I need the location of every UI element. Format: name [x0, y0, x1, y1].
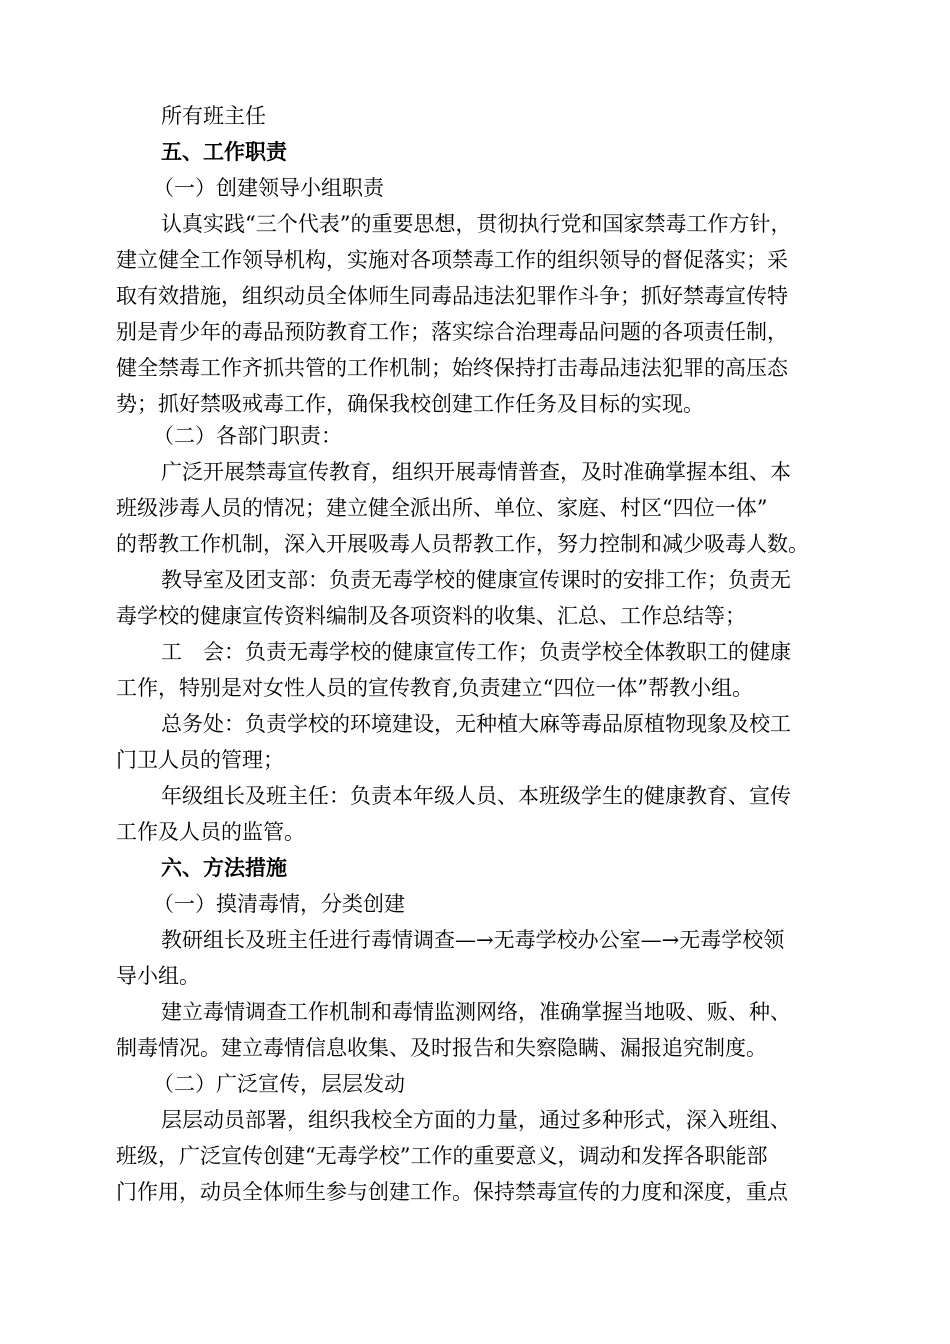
text-line: 建立健全工作领导机构，实施对各项禁毒工作的组织领导的督促落实；采: [116, 248, 788, 272]
text-line: 教研组长及班主任进行毒情调查—→无毒学校办公室—→无毒学校领: [161, 928, 785, 952]
subsection-heading: （二）广泛宣传，层层发动: [153, 1072, 405, 1096]
text-line: 所有班主任: [161, 104, 266, 128]
text-line: 广泛开展禁毒宣传教育，组织开展毒情普查，及时准确掌握本组、本: [161, 460, 791, 484]
text-line: 取有效措施，组织动员全体师生同毒品违法犯罪作斗争；抓好禁毒宣传特: [116, 284, 788, 308]
text-line: 的帮教工作机制，深入开展吸毒人员帮教工作，努力控制和减少吸毒人数。: [116, 532, 809, 556]
text-line: 工 会：负责无毒学校的健康宣传工作；负责学校全体教职工的健康: [161, 640, 791, 664]
section-heading: 六、方法措施: [161, 856, 287, 880]
section-heading: 五、工作职责: [161, 140, 287, 164]
text-line: 门卫人员的管理；: [116, 748, 284, 772]
text-line: 年级组长及班主任：负责本年级人员、本班级学生的健康教育、宣传: [161, 784, 791, 808]
text-line: 总务处：负责学校的环境建设，无种植大麻等毒品原植物现象及校工: [161, 712, 791, 736]
subsection-heading: （二）各部门职责：: [153, 424, 342, 448]
text-line: 健全禁毒工作齐抓共管的工作机制；始终保持打击毒品违法犯罪的高压态: [116, 356, 788, 380]
text-line: 别是青少年的毒品预防教育工作；落实综合治理毒品问题的各项责任制，: [116, 320, 788, 344]
text-line: 势；抓好禁吸戒毒工作，确保我校创建工作任务及目标的实现。: [116, 392, 704, 416]
text-line: 制毒情况。建立毒情信息收集、及时报告和失察隐瞒、漏报追究制度。: [116, 1036, 767, 1060]
text-line: 导小组。: [116, 964, 200, 988]
subsection-heading: （一）摸清毒情，分类创建: [153, 892, 405, 916]
text-line: 认真实践“三个代表”的重要思想，贯彻执行党和国家禁毒工作方针，: [161, 212, 792, 236]
text-line: 门作用，动员全体师生参与创建工作。保持禁毒宣传的力度和深度，重点: [116, 1180, 788, 1204]
text-line: 层层动员部署，组织我校全方面的力量，通过多种形式，深入班组、: [161, 1108, 791, 1132]
text-line: 班级，广泛宣传创建“无毒学校”工作的重要意义，调动和发挥各职能部: [116, 1144, 768, 1168]
text-line: 工作及人员的监管。: [116, 820, 305, 844]
text-line: 班级涉毒人员的情况；建立健全派出所、单位、家庭、村区“四位一体”: [116, 496, 768, 520]
subsection-heading: （一）创建领导小组职责: [153, 176, 384, 200]
text-line: 建立毒情调查工作机制和毒情监测网络，准确掌握当地吸、贩、种、: [161, 1000, 791, 1024]
text-line: 毒学校的健康宣传资料编制及各项资料的收集、汇总、工作总结等；: [116, 604, 746, 628]
text-line: 工作，特别是对女性人员的宣传教育,负责建立“四位一体”帮教小组。: [116, 676, 754, 700]
text-line: 教导室及团支部：负责无毒学校的健康宣传课时的安排工作；负责无: [161, 568, 791, 592]
